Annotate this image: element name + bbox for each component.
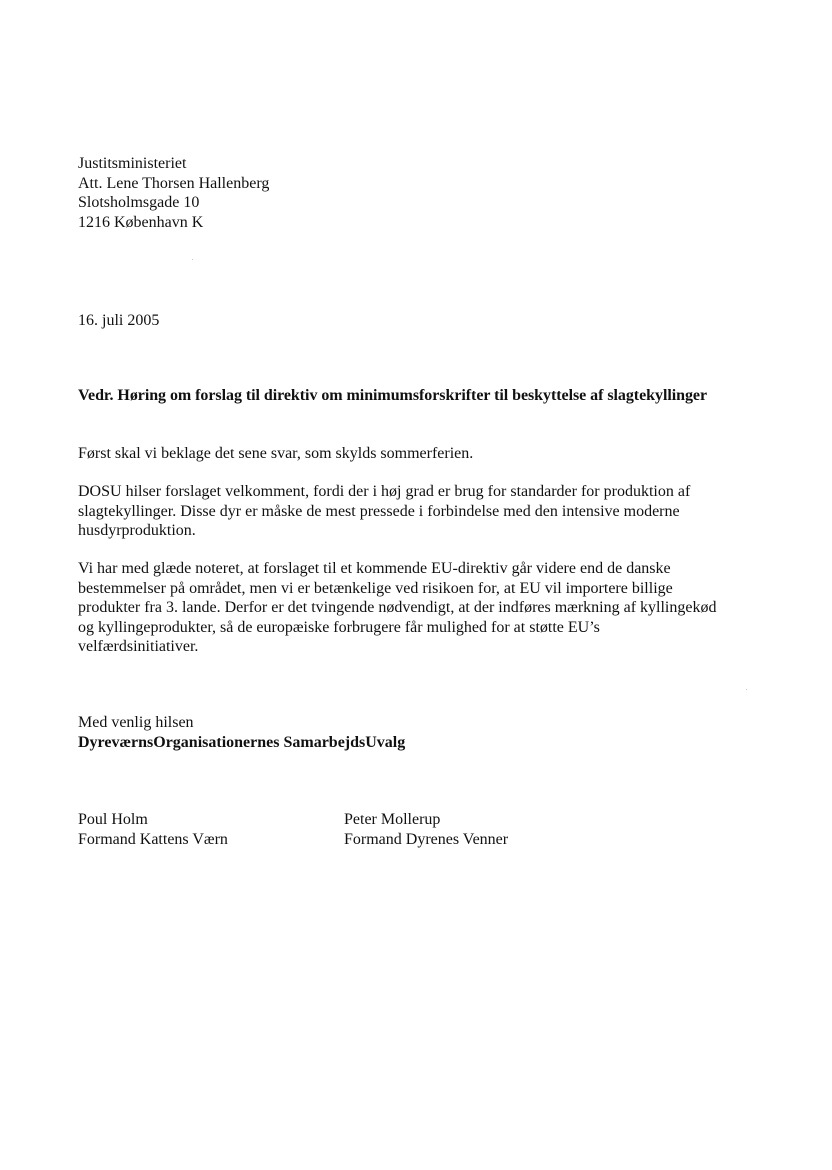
signatory-name: Poul Holm [78, 811, 148, 828]
paragraph-line: bestemmelser på området, men vi er betænkelige ved risikoen for, at EU vil importere billige [78, 579, 673, 597]
paragraph-line: husdyrproduktion. [78, 522, 196, 539]
signatory [344, 810, 644, 849]
paragraph-line: Vi har med glæde noteret, at forslaget til et kommende EU-direktiv går videre end de danske [78, 560, 671, 577]
signatory [78, 810, 328, 849]
letter-date [78, 311, 778, 331]
paragraph-line: slagtekyllinger. Disse dyr er måske de mest pressede i forbindelse med den intensive moderne [78, 502, 680, 520]
signatory-name: Peter Mollerup [344, 811, 441, 828]
body-paragraph [78, 444, 778, 464]
subject-text: Vedr. Høring om forslag til direktiv om minimumsforskrifter til beskyttelse af slagtekyllinger [78, 387, 708, 404]
scan-speck [746, 689, 747, 690]
paragraph-line: og kyllingeprodukter, så de europæiske forbrugere får mulighed for at støtte EU’s [78, 618, 600, 636]
signatory-title: Formand Dyrenes Venner [344, 830, 509, 848]
recipient-line: 1216 København K [78, 213, 204, 231]
body-paragraph [78, 559, 778, 657]
closing-greeting: Med venlig hilsen [78, 714, 194, 731]
body-paragraph [78, 482, 778, 541]
recipient-address [78, 154, 778, 232]
recipient-line: Justitsministeriet [78, 155, 187, 172]
paragraph-line: velfærdsinitiativer. [78, 638, 199, 655]
paragraph-line: Først skal vi beklage det sene svar, som skylds sommerferien. [78, 445, 474, 462]
organization-name: DyreværnsOrganisationernes SamarbejdsUvalg [78, 733, 406, 751]
signatory-title: Formand Kattens Værn [78, 830, 228, 848]
scan-speck [192, 259, 193, 260]
date-text: 16. juli 2005 [78, 312, 160, 329]
recipient-line: Slotsholmsgade 10 [78, 194, 200, 211]
closing [78, 713, 778, 752]
paragraph-line: produkter fra 3. lande. Derfor er det tvingende nødvendigt, at der indføres mærkning af kyllingekød [78, 599, 717, 616]
paragraph-line: DOSU hilser forslaget velkomment, fordi der i høj grad er brug for standarder for produktion af [78, 483, 691, 500]
subject-line [78, 386, 778, 406]
recipient-line: Att. Lene Thorsen Hallenberg [78, 174, 270, 192]
